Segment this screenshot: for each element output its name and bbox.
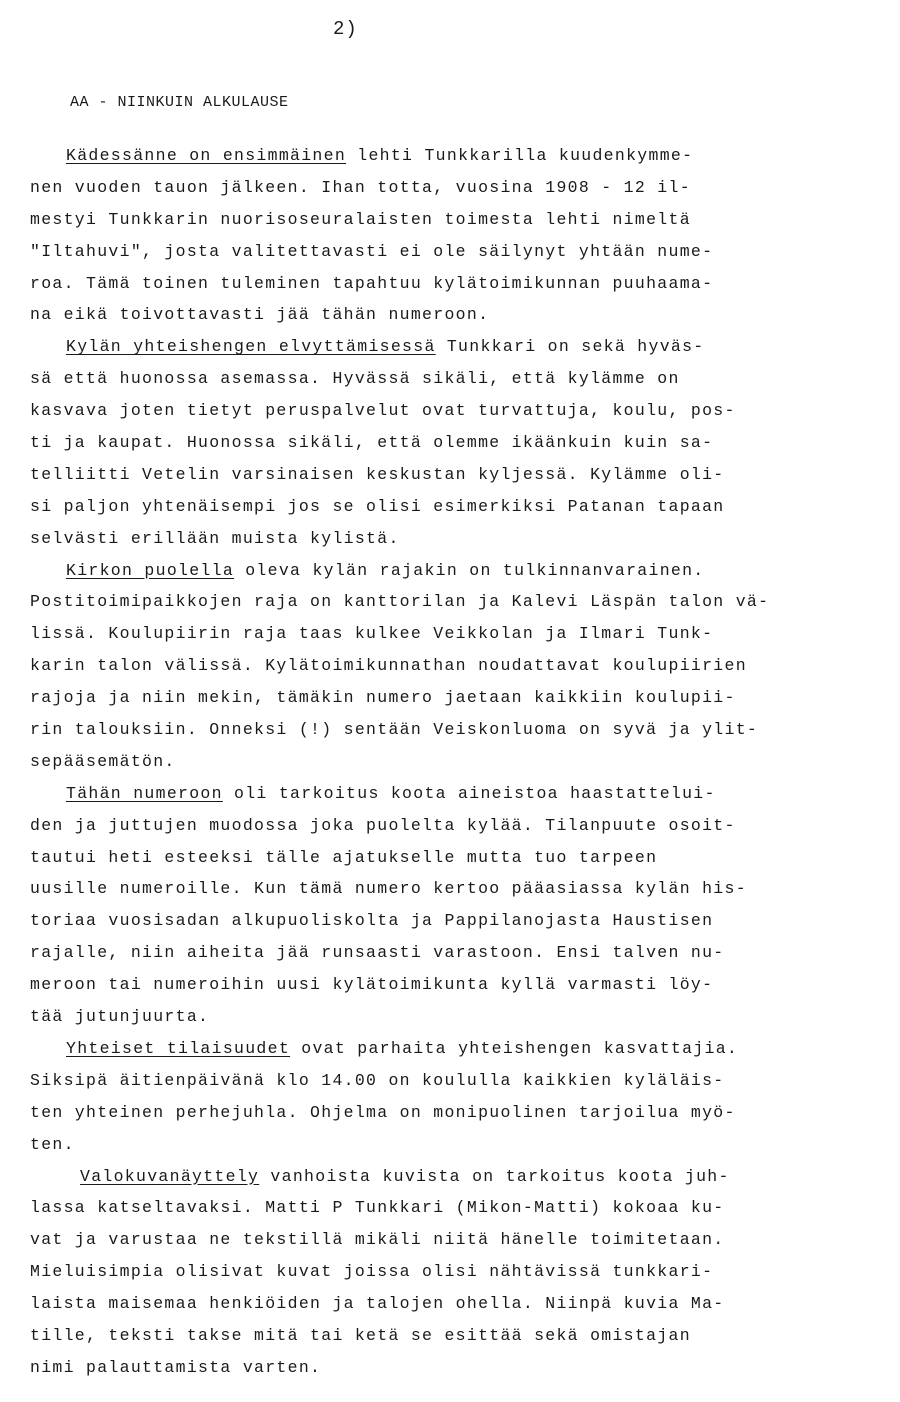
text-line: kasvava joten tietyt peruspalvelut ovat turvattuja, koulu, pos- xyxy=(30,401,736,421)
text-line: ten yhteinen perhejuhla. Ohjelma on monipuolinen tarjoilua myö- xyxy=(30,1102,736,1122)
text-line: rin talouksiin. Onneksi (!) sentään Veiskonluoma on syvä ja ylit- xyxy=(30,720,759,740)
section-heading: AA - NIINKUIN ALKULAUSE xyxy=(70,94,289,111)
text-line: den ja juttujen muodossa joka puolelta kylää. Tilanpuute osoit- xyxy=(30,815,736,835)
text-line: Siksipä äitienpäivänä klo 14.00 on koululla kaikkien kyläläis- xyxy=(30,1070,725,1090)
paragraph-5 xyxy=(30,1033,880,1161)
text-line: vat ja varustaa ne tekstillä mikäli niitä hänelle toimitetaan. xyxy=(30,1230,725,1250)
paragraph-lead: Tähän numeroon xyxy=(66,783,223,803)
text-line: tille, teksti takse mitä tai ketä se esittää sekä omistajan xyxy=(30,1325,691,1345)
paragraph-lead: Valokuvanäyttely xyxy=(80,1166,260,1186)
text-line: na eikä toivottavasti jää tähän numeroon. xyxy=(30,305,490,325)
text-line: tautui heti esteeksi tälle ajatukselle mutta tuo tarpeen xyxy=(30,847,658,867)
text-line: Valokuvanäyttely vanhoista kuvista on tarkoitus koota juh- xyxy=(80,1166,730,1186)
text-line: si paljon yhtenäisempi jos se olisi esimerkiksi Patanan tapaan xyxy=(30,496,725,516)
text-line: telliitti Vetelin varsinaisen keskustan kyljessä. Kylämme oli- xyxy=(30,464,725,484)
text-line: laista maisemaa henkiöiden ja talojen ohella. Niinpä kuvia Ma- xyxy=(30,1294,725,1314)
paragraph-lead: Yhteiset tilaisuudet xyxy=(66,1038,291,1058)
text-line: sä että huonossa asemassa. Hyvässä sikäli, että kylämme on xyxy=(30,369,680,389)
paragraph-1 xyxy=(30,140,880,331)
text-line: nen vuoden tauon jälkeen. Ihan totta, vuosina 1908 - 12 il- xyxy=(30,177,691,197)
text-line: "Iltahuvi", josta valitettavasti ei ole säilynyt yhtään nume- xyxy=(30,241,714,261)
text-line: lassa katseltavaksi. Matti P Tunkkari (Mikon-Matti) kokoaa ku- xyxy=(30,1198,725,1218)
text-line: ti ja kaupat. Huonossa sikäli, että olemme ikäänkuin kuin sa- xyxy=(30,433,714,453)
paragraph-lead: Kylän yhteishengen elvyttämisessä xyxy=(66,337,436,357)
paragraph-2 xyxy=(30,331,880,554)
text-line: meroon tai numeroihin uusi kylätoimikunta kyllä varmasti löy- xyxy=(30,975,714,995)
paragraph-4 xyxy=(30,778,880,1033)
text-line: rajoja ja niin mekin, tämäkin numero jaetaan kaikkiin koulupii- xyxy=(30,688,736,708)
text-line: roa. Tämä toinen tuleminen tapahtuu kylätoimikunnan puuhaama- xyxy=(30,273,714,293)
paragraph-6 xyxy=(30,1161,880,1384)
text-line: tää jutunjuurta. xyxy=(30,1007,210,1027)
text-line: Kylän yhteishengen elvyttämisessä Tunkkari on sekä hyväs- xyxy=(66,337,705,357)
text-line: toriaa vuosisadan alkupuoliskolta ja Pappilanojasta Haustisen xyxy=(30,911,714,931)
page-number: 2) xyxy=(333,18,358,40)
text-line: Yhteiset tilaisuudet ovat parhaita yhteishengen kasvattajia. xyxy=(66,1038,739,1058)
paragraph-3 xyxy=(30,555,880,778)
text-line: nimi palauttamista varten. xyxy=(30,1357,322,1377)
text-line: selvästi erillään muista kylistä. xyxy=(30,528,400,548)
text-line: rajalle, niin aiheita jää runsaasti varastoon. Ensi talven nu- xyxy=(30,943,725,963)
text-line: Tähän numeroon oli tarkoitus koota aineistoa haastattelui- xyxy=(66,783,716,803)
text-line: mestyi Tunkkarin nuorisoseuralaisten toimesta lehti nimeltä xyxy=(30,209,691,229)
text-line: Mieluisimpia olisivat kuvat joissa olisi nähtävissä tunkkari- xyxy=(30,1262,714,1282)
paragraph-lead: Kädessänne on ensimmäinen xyxy=(66,146,347,165)
text-line: sepääsemätön. xyxy=(30,751,176,771)
text-line: lissä. Koulupiirin raja taas kulkee Veikkolan ja Ilmari Tunk- xyxy=(30,624,714,644)
text-line: Kirkon puolella oleva kylän rajakin on tulkinnanvarainen. xyxy=(66,560,705,580)
body-text xyxy=(30,140,880,1384)
text-line: Kädessänne on ensimmäinen lehti Tunkkarilla kuudenkymme- xyxy=(66,146,694,165)
paragraph-lead: Kirkon puolella xyxy=(66,560,235,580)
text-line: Postitoimipaikkojen raja on kanttorilan ja Kalevi Läspän talon vä- xyxy=(30,592,770,612)
text-line: ten. xyxy=(30,1134,75,1154)
text-line: karin talon välissä. Kylätoimikunnathan noudattavat koulupiirien xyxy=(30,656,747,676)
text-line: uusille numeroille. Kun tämä numero kertoo pääasiassa kylän his- xyxy=(30,879,747,899)
